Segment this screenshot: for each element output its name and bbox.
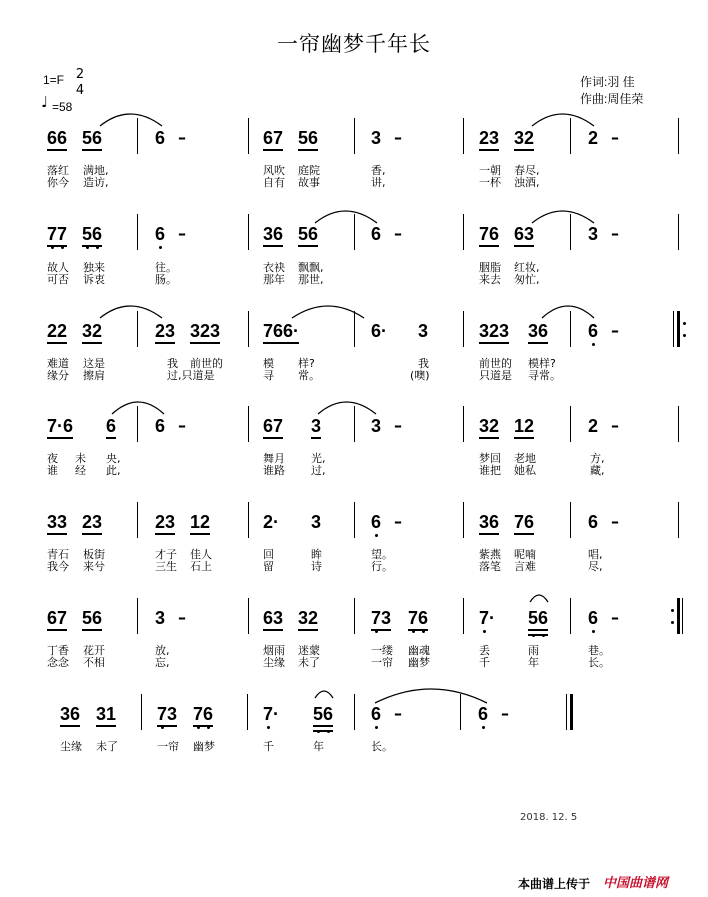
lyric: 未 xyxy=(75,452,86,465)
lyric: 尘缘 xyxy=(263,656,285,669)
lyric: 老地 xyxy=(514,452,536,465)
lyric: 花开 xyxy=(83,644,105,657)
lyric: 往。 xyxy=(155,261,177,274)
note-group: 3 xyxy=(588,224,599,244)
note-group: 6 xyxy=(588,608,599,628)
lyric: 诗 xyxy=(311,560,322,573)
lyric: 衣袂 xyxy=(263,261,285,274)
note-group: 56 xyxy=(82,608,102,628)
lyric: 言难 xyxy=(514,560,536,573)
lyric: 幽梦 xyxy=(193,740,215,753)
slur xyxy=(313,686,337,700)
low-octave-dot xyxy=(159,246,162,249)
barline xyxy=(137,214,138,250)
slur xyxy=(316,396,382,416)
barline xyxy=(463,406,464,442)
lyric: 讲, xyxy=(371,176,386,189)
low-octave-dot xyxy=(375,630,378,633)
note-group: 67 xyxy=(263,128,283,148)
dash: – xyxy=(178,224,186,243)
lyric: 可否 xyxy=(47,273,69,286)
low-octave-dot xyxy=(375,534,378,537)
low-octave-dot xyxy=(86,246,89,249)
slur xyxy=(110,396,170,416)
low-octave-dot xyxy=(542,634,545,637)
note-group: 56 xyxy=(298,128,318,148)
lyric: 千 xyxy=(479,656,490,669)
dash: – xyxy=(178,128,186,147)
lyric: 一缕 xyxy=(371,644,393,657)
note-group: 22 xyxy=(47,321,67,341)
dash: – xyxy=(611,224,619,243)
barline xyxy=(141,694,142,730)
barline xyxy=(247,694,248,730)
lyric: 巷。 xyxy=(588,644,610,657)
note-group: 63 xyxy=(514,224,534,244)
lyric: 来兮 xyxy=(83,560,105,573)
barline xyxy=(570,502,571,538)
lyric: 一杯 xyxy=(479,176,501,189)
time-signature-top: 2 xyxy=(75,67,85,82)
composer-credit: 作曲:周佳荣 xyxy=(580,92,644,106)
note-group: 32 xyxy=(479,416,499,436)
slur xyxy=(98,108,168,128)
barline xyxy=(678,118,679,154)
lyric: 尽, xyxy=(588,560,603,573)
lyric: 念念 xyxy=(47,656,69,669)
low-octave-dot xyxy=(327,730,330,733)
lyric: 满地, xyxy=(83,164,109,177)
lyric: 年 xyxy=(313,740,324,753)
lyric: 忘, xyxy=(155,656,170,669)
note-group: 7·6 xyxy=(47,416,73,436)
barline xyxy=(570,406,571,442)
lyric: 板街 xyxy=(83,548,105,561)
low-octave-dot xyxy=(161,726,164,729)
note-group: 32 xyxy=(298,608,318,628)
note-group: 56 xyxy=(313,704,333,724)
lyric: 紫燕 xyxy=(479,548,501,561)
note-group: 7· xyxy=(263,704,280,724)
lyric: 呢喃 xyxy=(514,548,536,561)
note-group: 32 xyxy=(514,128,534,148)
lyric: 夜 xyxy=(47,452,58,465)
note-group: 36 xyxy=(60,704,80,724)
note-group: 56 xyxy=(82,224,102,244)
lyric: 千 xyxy=(263,740,274,753)
note-group: 76 xyxy=(193,704,213,724)
barline xyxy=(463,598,464,634)
note-group: 23 xyxy=(479,128,499,148)
lyric: 落笔 xyxy=(479,560,501,573)
lyric: 只道是 xyxy=(479,369,512,382)
note-group: 76 xyxy=(408,608,428,628)
key-signature: 1=F xyxy=(43,73,65,87)
lyric: 光, xyxy=(311,452,326,465)
lyric: (噢) xyxy=(410,369,430,382)
note-group: 31 xyxy=(96,704,116,724)
lyric: 丢 xyxy=(479,644,490,657)
note-group: 766· xyxy=(263,321,299,341)
slur xyxy=(313,205,383,225)
note-group: 6 xyxy=(155,128,166,148)
lyric: 三生 xyxy=(155,560,177,573)
lyric: 尘缘 xyxy=(60,740,82,753)
dash: – xyxy=(178,416,186,435)
barline xyxy=(137,502,138,538)
note-group: 76 xyxy=(479,224,499,244)
note-group: 3 xyxy=(311,416,321,436)
lyric: 梦回 xyxy=(479,452,501,465)
lyric: 造访, xyxy=(83,176,109,189)
repeat-dot xyxy=(683,334,686,337)
barline xyxy=(137,598,138,634)
note-group: 73 xyxy=(157,704,177,724)
note-group: 77 xyxy=(47,224,67,244)
barline xyxy=(248,118,249,154)
lyric: 此, xyxy=(106,464,121,477)
barline xyxy=(248,214,249,250)
note-group: 2 xyxy=(588,128,599,148)
lyric: 擦肩 xyxy=(83,369,105,382)
barline xyxy=(463,311,464,347)
low-octave-dot xyxy=(61,246,64,249)
note-group: 6 xyxy=(371,512,382,532)
low-octave-dot xyxy=(317,730,320,733)
lyric: 幽魂 xyxy=(408,644,430,657)
note-group: 7· xyxy=(479,608,496,628)
lyric: 落红 xyxy=(47,164,69,177)
note-group: 56 xyxy=(82,128,102,148)
lyric: 石上 xyxy=(190,560,212,573)
barline xyxy=(248,502,249,538)
note-group: 36 xyxy=(263,224,283,244)
lyric: 模样? xyxy=(528,357,556,370)
note-group: 67 xyxy=(47,608,67,628)
quarter-note-icon: ♩ xyxy=(41,93,49,111)
lyric: 青石 xyxy=(47,548,69,561)
lyric: 藏, xyxy=(590,464,605,477)
note-group: 6 xyxy=(106,416,116,436)
note-group: 66 xyxy=(47,128,67,148)
dash: – xyxy=(394,416,402,435)
note-group: 3 xyxy=(311,512,322,532)
lyric: 雨 xyxy=(528,644,539,657)
upload-note: 本曲谱上传于 xyxy=(518,877,591,891)
lyric: 前世的 xyxy=(190,357,223,370)
note-group: 23 xyxy=(82,512,102,532)
repeat-barline xyxy=(682,598,683,634)
note-group: 33 xyxy=(47,512,67,532)
lyric: 香, xyxy=(371,164,386,177)
barline xyxy=(678,502,679,538)
low-octave-dot xyxy=(592,343,595,346)
lyric: 唱, xyxy=(588,548,603,561)
note-group: 56 xyxy=(298,224,318,244)
lyric: 幽梦 xyxy=(408,656,430,669)
lyric: 放, xyxy=(155,644,170,657)
lyric: 缘分 xyxy=(47,369,69,382)
low-octave-dot xyxy=(422,630,425,633)
lyric: 未了 xyxy=(96,740,118,753)
lyric: 望。 xyxy=(371,548,393,561)
lyricist-credit: 作词:羽 佳 xyxy=(580,75,635,89)
lyric: 独来 xyxy=(83,261,105,274)
dash: – xyxy=(611,416,619,435)
note-group: 3 xyxy=(155,608,166,628)
lyric: 故人 xyxy=(47,261,69,274)
lyric: 浊酒, xyxy=(514,176,540,189)
note-group: 6· xyxy=(371,321,388,341)
note-group: 36 xyxy=(479,512,499,532)
slur xyxy=(290,300,370,320)
note-group: 23 xyxy=(155,512,175,532)
lyric: 央, xyxy=(106,452,121,465)
dash: – xyxy=(611,608,619,627)
low-octave-dot xyxy=(592,630,595,633)
lyric: 前世的 xyxy=(479,357,512,370)
lyric: 你今 xyxy=(47,176,69,189)
dash: – xyxy=(611,512,619,531)
lyric: 诉衷 xyxy=(83,273,105,286)
lyric: 过,只道是 xyxy=(167,369,215,382)
slur xyxy=(98,300,168,320)
repeat-barline-thick xyxy=(677,311,680,347)
lyric: 庭院 xyxy=(298,164,320,177)
barline xyxy=(248,406,249,442)
lyric: 模 xyxy=(263,357,274,370)
final-barline xyxy=(566,694,567,730)
slur xyxy=(530,108,600,128)
low-octave-dot xyxy=(375,726,378,729)
tie xyxy=(373,683,493,705)
lyric: 谁 xyxy=(47,464,58,477)
low-octave-dot xyxy=(412,630,415,633)
lyric: 丁香 xyxy=(47,644,69,657)
barline xyxy=(678,214,679,250)
lyric: 我 xyxy=(167,357,178,370)
lyric: 样? xyxy=(298,357,315,370)
lyric: 烟雨 xyxy=(263,644,285,657)
lyric: 一帘 xyxy=(371,656,393,669)
barline xyxy=(463,502,464,538)
dash: – xyxy=(394,704,402,723)
repeat-dot xyxy=(683,322,686,325)
dash: – xyxy=(501,704,509,723)
note-group: 73 xyxy=(371,608,391,628)
lyric: 未了 xyxy=(298,656,320,669)
slur xyxy=(528,590,552,604)
lyric: 谁把 xyxy=(479,464,501,477)
date-stamp: 2018. 12. 5 xyxy=(520,812,578,823)
note-group: 23 xyxy=(155,321,175,341)
note-group: 6 xyxy=(371,224,382,244)
lyric: 这是 xyxy=(83,357,105,370)
note-group: 63 xyxy=(263,608,283,628)
repeat-dot xyxy=(671,609,674,612)
lyric: 春尽, xyxy=(514,164,540,177)
lyric: 舞月 xyxy=(263,452,285,465)
lyric: 寻 xyxy=(263,369,274,382)
repeat-dot xyxy=(671,621,674,624)
lyric: 故事 xyxy=(298,176,320,189)
lyric: 常。 xyxy=(298,369,320,382)
lyric: 方, xyxy=(590,452,605,465)
dash: – xyxy=(394,512,402,531)
time-signature-bottom: 4 xyxy=(75,83,85,98)
note-group: 323 xyxy=(479,321,509,341)
note-group: 3 xyxy=(418,321,429,341)
barline xyxy=(248,311,249,347)
lyric: 留 xyxy=(263,560,274,573)
lyric: 我今 xyxy=(47,560,69,573)
note-group: 323 xyxy=(190,321,220,341)
lyric: 肠。 xyxy=(155,273,177,286)
note-group: 6 xyxy=(588,512,599,532)
note-group: 2 xyxy=(588,416,599,436)
lyric: 回 xyxy=(263,548,274,561)
note-group: 6 xyxy=(371,704,382,724)
slur xyxy=(540,300,600,320)
barline xyxy=(678,406,679,442)
barline xyxy=(354,598,355,634)
note-group: 32 xyxy=(82,321,102,341)
lyric: 经 xyxy=(75,464,86,477)
note-group: 3 xyxy=(371,416,382,436)
dash: – xyxy=(394,128,402,147)
lyric: 年 xyxy=(528,656,539,669)
tempo-marking: =58 xyxy=(52,100,73,114)
note-group: 56 xyxy=(528,608,548,628)
lyric: 她私 xyxy=(514,464,536,477)
dash: – xyxy=(178,608,186,627)
lyric: 自有 xyxy=(263,176,285,189)
low-octave-dot xyxy=(267,726,270,729)
site-logo: 中国曲谱网 xyxy=(603,876,669,891)
lyric: 才子 xyxy=(155,548,177,561)
final-barline-thick xyxy=(570,694,573,730)
barline xyxy=(463,214,464,250)
lyric: 佳人 xyxy=(190,548,212,561)
slur xyxy=(530,205,600,225)
low-octave-dot xyxy=(51,246,54,249)
barline xyxy=(463,118,464,154)
low-octave-dot xyxy=(482,726,485,729)
lyric: 长。 xyxy=(371,740,393,753)
note-group: 76 xyxy=(514,512,534,532)
note-group: 67 xyxy=(263,416,283,436)
low-octave-dot xyxy=(197,726,200,729)
low-octave-dot xyxy=(483,630,486,633)
note-group: 6 xyxy=(478,704,489,724)
lyric: 难道 xyxy=(47,357,69,370)
lyric: 谁路 xyxy=(263,464,285,477)
lyric: 过, xyxy=(311,464,326,477)
lyric: 匆忙, xyxy=(514,273,540,286)
lyric: 红妆, xyxy=(514,261,540,274)
note-group: 6 xyxy=(588,321,599,341)
lyric: 我 xyxy=(418,357,429,370)
lyric: 那世, xyxy=(298,273,324,286)
lyric: 飘飘, xyxy=(298,261,324,274)
low-octave-dot xyxy=(207,726,210,729)
lyric: 那年 xyxy=(263,273,285,286)
barline xyxy=(354,694,355,730)
barline xyxy=(354,502,355,538)
lyric: 一朝 xyxy=(479,164,501,177)
dash: – xyxy=(611,321,619,340)
lyric: 胭脂 xyxy=(479,261,501,274)
note-group: 12 xyxy=(190,512,210,532)
repeat-barline xyxy=(673,311,674,347)
note-group: 6 xyxy=(155,416,166,436)
lyric: 寻常。 xyxy=(528,369,561,382)
lyric: 风吹 xyxy=(263,164,285,177)
barline xyxy=(354,118,355,154)
note-group: 3 xyxy=(371,128,382,148)
low-octave-dot xyxy=(532,634,535,637)
note-group: 2· xyxy=(263,512,280,532)
lyric: 行。 xyxy=(371,560,393,573)
dash: – xyxy=(611,128,619,147)
note-group: 6 xyxy=(155,224,166,244)
note-group: 12 xyxy=(514,416,534,436)
barline xyxy=(248,598,249,634)
barline xyxy=(570,598,571,634)
lyric: 迷蒙 xyxy=(298,644,320,657)
repeat-barline-thick xyxy=(677,598,680,634)
lyric: 一帘 xyxy=(157,740,179,753)
dash: – xyxy=(394,224,402,243)
song-title: 一帘幽梦千年长 xyxy=(277,32,431,56)
lyric: 眸 xyxy=(311,548,322,561)
lyric: 长。 xyxy=(588,656,610,669)
note-group: 36 xyxy=(528,321,548,341)
lyric: 来去 xyxy=(479,273,501,286)
low-octave-dot xyxy=(96,246,99,249)
lyric: 不相 xyxy=(83,656,105,669)
